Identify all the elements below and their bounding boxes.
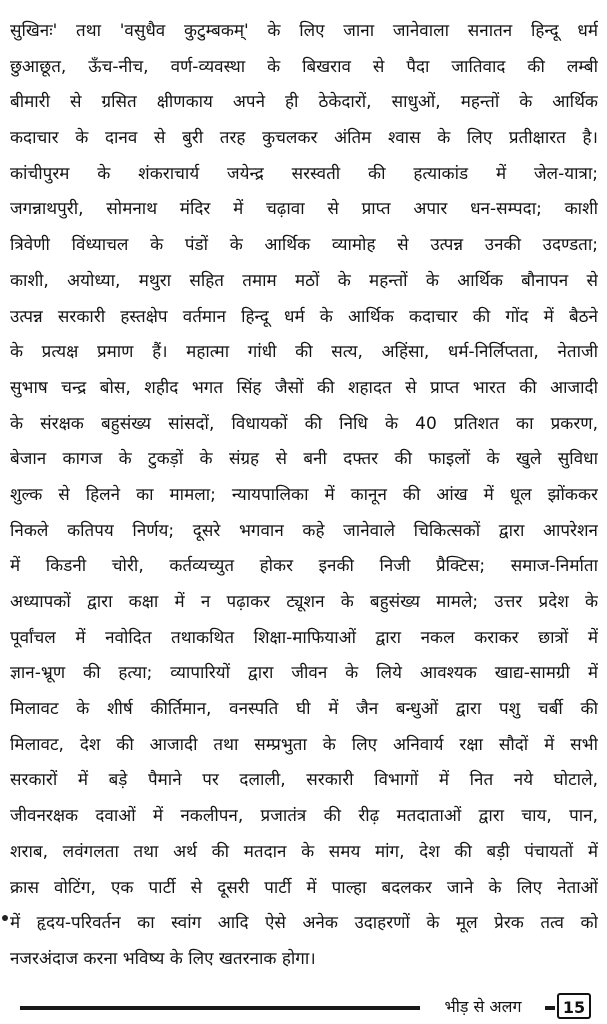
text-line-last: नजरअंदाज करना भविष्य के लिए खतरनाक होगा। xyxy=(10,948,316,969)
text-line: मिलावट, देश की आजादी तथा सम्प्रभुता के लिए अनिवार्य रक्षा सौदों में सभी xyxy=(10,734,598,755)
text-line: शराब, लवंगलता तथा अर्थ की मतदान के समय मांग, देश की बड़ी पंचायतों में xyxy=(10,841,598,862)
text-line: निकले कतिपय निर्णय; दूसरे भगवान कहे जानेवाले चिकित्सकों द्वारा आपरेशन xyxy=(10,520,598,541)
text-line: सुखिनः' तथा 'वसुधैव कुटुम्बकम्' के लिए जाना जानेवाला सनातन हिन्दू धर्म xyxy=(10,21,598,41)
text-line: क्रास वोटिंग, एक पार्टी से दूसरी पार्टी में पाल्हा बदलकर जाने के लिए नेताओं xyxy=(10,877,598,898)
body-paragraph xyxy=(10,14,598,978)
page-number: 15 xyxy=(557,993,591,1019)
text-line: जगन्नाथपुरी, सोमनाथ मंदिर में चढ़ावा से प्राप्त अपार धन-सम्पदा; काशी xyxy=(10,199,598,220)
text-line: ज्ञान-भ्रूण की हत्या; व्यापारियों द्वारा जीवन के लिये आवश्यक खाद्य-सामग्री में xyxy=(10,663,598,684)
text-line: जीवनरक्षक दवाओं में नकलीपन, प्रजातंत्र की रीढ़ मतदाताओं द्वारा चाय, पान, xyxy=(10,806,598,827)
text-line: अध्यापकों द्वारा कक्षा में न पढ़ाकर ट्यूशन के बहुसंख्य मामले; उत्तर प्रदेश के xyxy=(10,592,598,612)
text-line: मिलावट के शीर्ष कीर्तिमान, वनस्पति घी में जैन बन्धुओं द्वारा पशु चर्बी की xyxy=(10,699,598,720)
text-line: सरकारों में बड़े पैमाने पर दलाली, सरकारी विभागों में नित नये घोटाले, xyxy=(10,770,598,791)
text-line: में हृदय-परिवर्तन का स्वांग आदि ऐसे अनेक उदाहरणों के मूल प्रेरक तत्व को xyxy=(10,913,598,934)
text-line: बीमारी से ग्रसित क्षीणकाय अपने ही ठेकेदारों, साधुओं, महन्तों के आर्थिक xyxy=(10,92,598,113)
text-line: के प्रत्यक्ष प्रमाण हैं। महात्मा गांधी की सत्य, अहिंसा, धर्म-निर्लिप्तता, नेताजी xyxy=(10,342,598,363)
text-line: शुल्क से हिलने का मामला; न्यायपालिका में कानून की आंख में धूल झोंककर xyxy=(10,484,598,505)
text-line: काशी, अयोध्या, मथुरा सहित तमाम मठों के महन्तों के आर्थिक बौनापन से xyxy=(10,270,598,291)
text-line: कांचीपुरम के शंकराचार्य जयेन्द्र सरस्वती की हत्याकांड में जेल-यात्रा; xyxy=(10,163,598,184)
text-line: सुभाष चन्द्र बोस, शहीद भगत सिंह जैसों की शहादत से प्राप्त भारत की आजादी xyxy=(10,377,598,398)
text-line: पूर्वांचल में नवोदित तथाकथित शिक्षा-माफियाओं द्वारा नकल कराकर छात्रों में xyxy=(10,627,598,648)
text-line: के संरक्षक बहुसंख्य सांसदों, विधायकों की निधि के 40 प्रतिशत का प्रकरण, xyxy=(10,413,598,434)
text-line: कदाचार के दानव से बुरी तरह कुचलकर अंतिम श्वास के लिए प्रतीक्षारत है। xyxy=(10,128,598,149)
running-title: भीड़ से अलग xyxy=(444,997,522,1016)
text-line: छुआछूत, ऊँच-नीच, वर्ण-व्यवस्था के बिखराव से पैदा जातिवाद की लम्बी xyxy=(10,56,598,77)
text-line: त्रिवेणी विंध्याचल के पंडों के आर्थिक व्यामोह से उत्पन्न उनकी उदण्डता; xyxy=(10,235,598,256)
text-line: में किडनी चोरी, कर्तव्यच्युत होकर इनकी निजी प्रैक्टिस; समाज-निर्माता xyxy=(10,556,598,577)
margin-dot-mark xyxy=(2,915,8,921)
text-line: बेजान कागज के टुकड़ों के संग्रह से बनी दफ्तर की फाइलों के खुले सुविधा xyxy=(10,449,598,470)
footer-rule xyxy=(20,1006,420,1010)
footer-rule-end xyxy=(545,1006,555,1010)
text-line: उत्पन्न सरकारी हस्तक्षेप वर्तमान हिन्दू धर्म के आर्थिक कदाचार की गोंद में बैठने xyxy=(10,306,598,327)
